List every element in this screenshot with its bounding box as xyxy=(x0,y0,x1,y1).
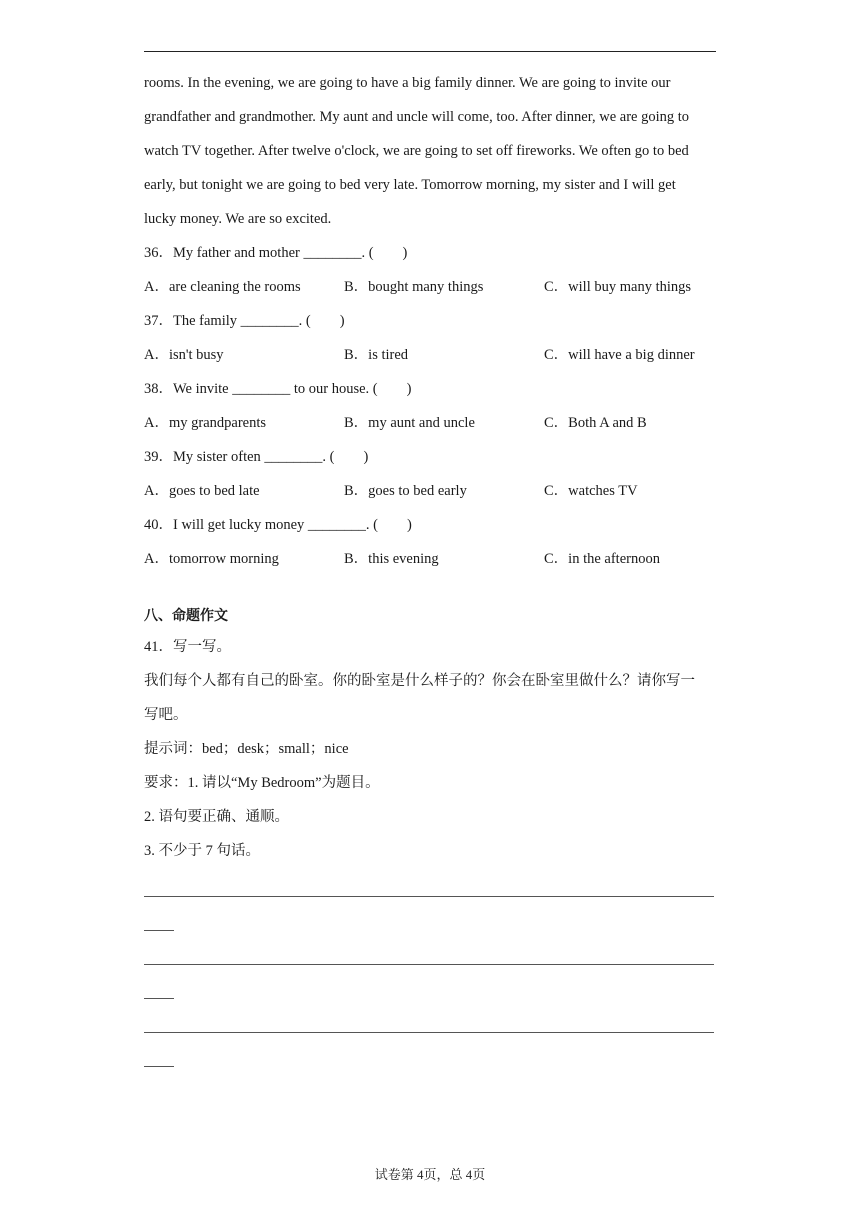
passage-line: watch TV together. After twelve o'clock, we are going to set off fireworks. We often go to bed xyxy=(144,143,689,159)
page-content xyxy=(144,66,724,1072)
option-a: A．tomorrow morning xyxy=(144,551,279,567)
question-37 xyxy=(144,304,724,372)
requirement-2: 2. 语句要正确、通顺。 xyxy=(144,809,289,825)
option-c: C．will have a big dinner xyxy=(544,347,695,363)
writing-line[interactable] xyxy=(144,1004,714,1038)
question-stem: 37．The family ________. ( ) xyxy=(144,313,345,329)
question-39 xyxy=(144,440,724,508)
writing-line[interactable] xyxy=(144,868,714,902)
option-a: A．my grandparents xyxy=(144,415,267,431)
writing-line-end[interactable] xyxy=(144,970,174,1004)
passage-line: lucky money. We are so excited. xyxy=(144,211,332,227)
option-b: B．is tired xyxy=(344,347,409,363)
question-options xyxy=(144,474,724,508)
writing-prompt-cont: 写吧。 xyxy=(144,707,188,723)
section-spacer xyxy=(144,576,724,602)
passage-line: rooms. In the evening, we are going to have a big family dinner. We are going to invite our xyxy=(144,75,671,91)
option-b: B．goes to bed early xyxy=(344,483,467,499)
question-36 xyxy=(144,236,724,304)
passage-line: grandfather and grandmother. My aunt and uncle will come, too. After dinner, we are going to xyxy=(144,109,690,125)
option-a: A．goes to bed late xyxy=(144,483,260,499)
header-rule xyxy=(144,51,716,52)
option-c: C．will buy many things xyxy=(544,279,692,295)
option-b: B．my aunt and uncle xyxy=(344,415,475,431)
question-41: 41．写一写。 xyxy=(144,639,231,655)
section-title: 八、命题作文 xyxy=(144,608,228,624)
option-b: B．this evening xyxy=(344,551,439,567)
question-stem: 40．I will get lucky money ________. ( ) xyxy=(144,517,412,533)
question-stem: 38．We invite ________ to our house. ( ) xyxy=(144,381,412,397)
requirement-3: 3. 不少于 7 句话。 xyxy=(144,843,260,859)
hint-words: 提示词：bed；desk；small；nice xyxy=(144,741,349,757)
passage-line: early, but tonight we are going to bed very late. Tomorrow morning, my sister and I will get xyxy=(144,177,676,193)
writing-line-end[interactable] xyxy=(144,902,174,936)
page-footer: 试卷第 4页，总 4页 xyxy=(374,1167,486,1182)
question-options xyxy=(144,406,724,440)
writing-line[interactable] xyxy=(144,936,714,970)
question-40 xyxy=(144,508,724,576)
requirement-1: 要求：1. 请以“My Bedroom”为题目。 xyxy=(144,775,380,791)
writing-prompt: 我们每个人都有自己的卧室。你的卧室是什么样子的？你会在卧室里做什么？请你写一 xyxy=(144,673,695,689)
option-b: B．bought many things xyxy=(344,279,484,295)
reading-passage xyxy=(144,66,724,236)
question-options xyxy=(144,338,724,372)
question-options xyxy=(144,270,724,304)
writing-line-end[interactable] xyxy=(144,1038,174,1072)
question-stem: 39．My sister often ________. ( ) xyxy=(144,449,369,465)
writing-area[interactable] xyxy=(144,868,724,1072)
option-c: C．watches TV xyxy=(544,483,638,499)
option-c: C．Both A and B xyxy=(544,415,647,431)
question-38 xyxy=(144,372,724,440)
option-a: A．are cleaning the rooms xyxy=(144,279,301,295)
question-stem: 36．My father and mother ________. ( ) xyxy=(144,245,408,261)
option-a: A．isn't busy xyxy=(144,347,224,363)
question-options xyxy=(144,542,724,576)
option-c: C．in the afternoon xyxy=(544,551,660,567)
